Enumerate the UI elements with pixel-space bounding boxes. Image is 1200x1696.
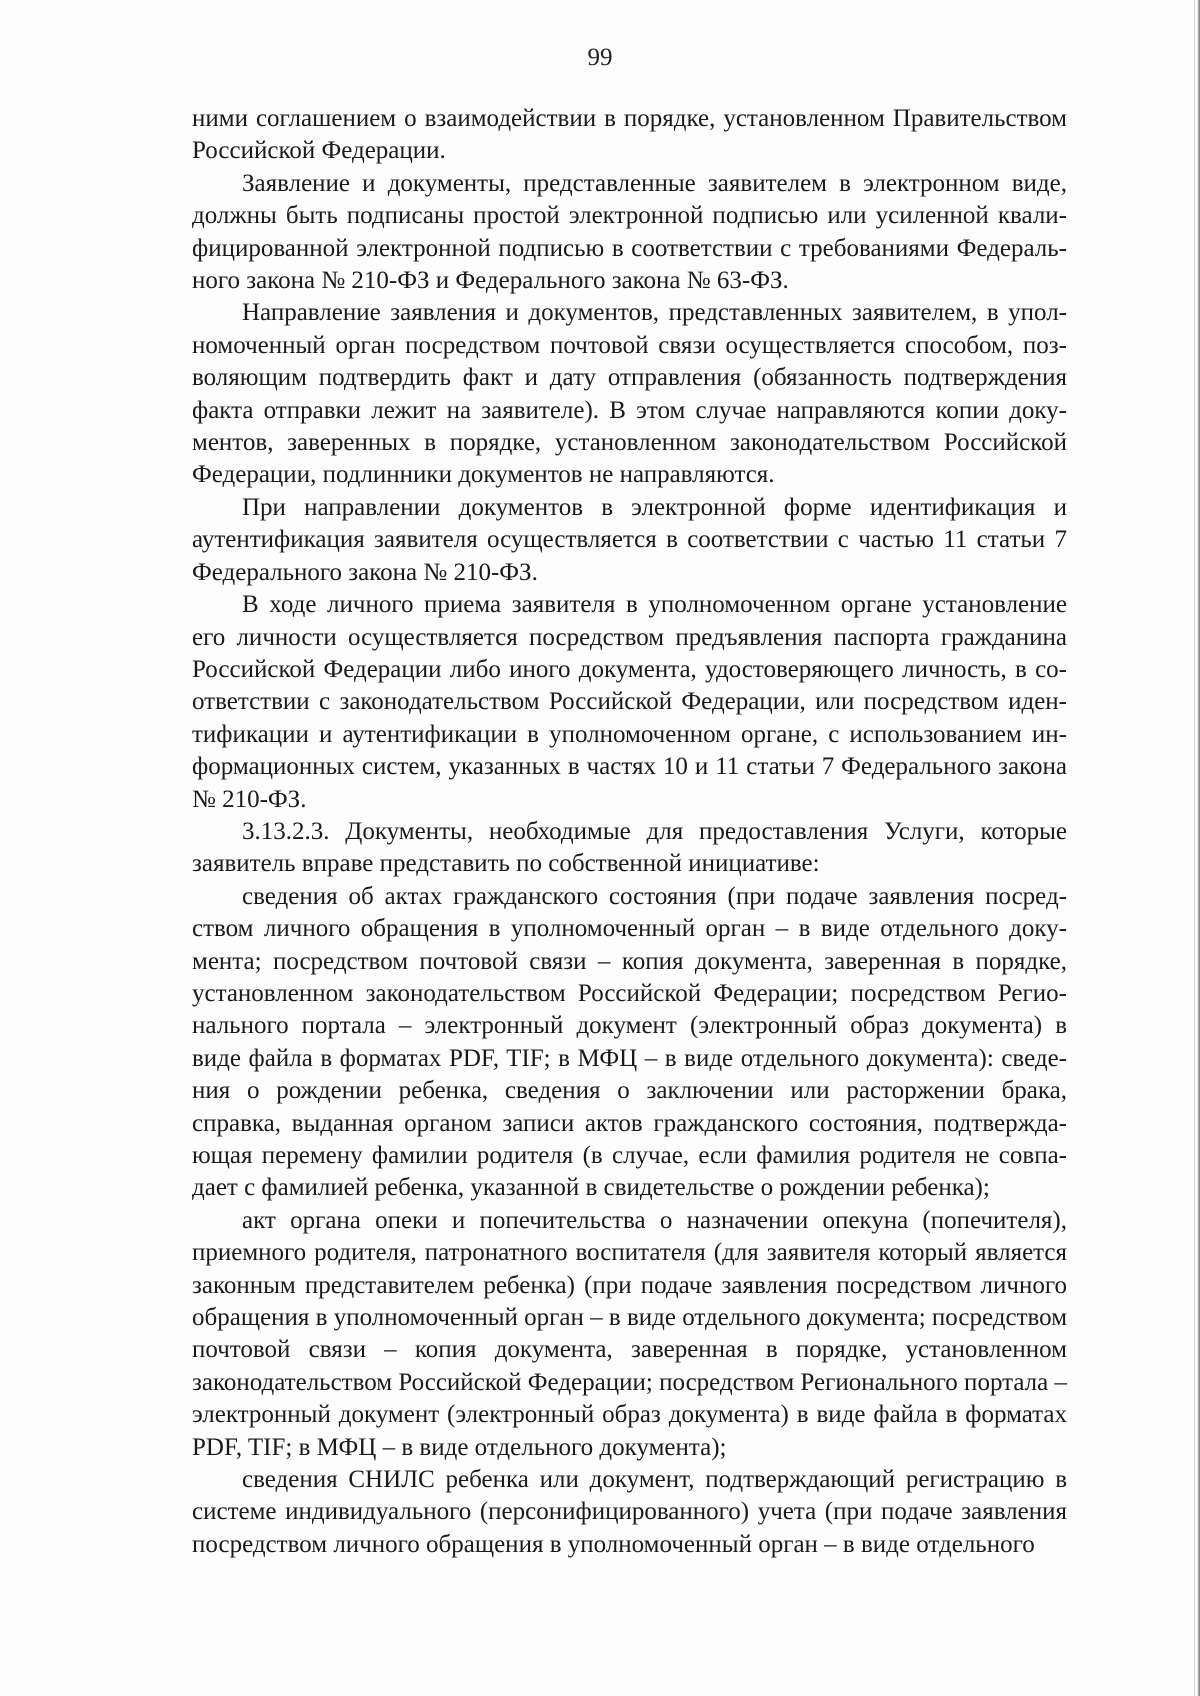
body-text [192,103,1067,1561]
paragraph: акт органа опеки и попечительства о назначении опекуна (попечителя), приемного родителя, патронатного воспитателя (для заявителя который является законным представителем ребенка) (при подаче заявления посредством личного обращения в уполномоченный орган – в виде отдельного документа; посредством почтовой связи – копия документа, заверенная в порядке, установленном законодательством Российской Федерации; посредством Регионального портала – электронный документ (электронный образ документа) в виде файла в форматах PDF, TIF; в МФЦ – в виде отдельного документа); [192,1206,1068,1461]
paragraph: сведения об актах гражданского состояния (при подаче заявления посредством личного обращения в уполномоченный орган – в виде отдельного документа; посредством почтовой связи – копия документа, заверенная в порядке, установленном законодательством Российской Федерации; посредством Регионального портала – электронный документ (электронный образ документа) в виде файла в форматах PDF, TIF; в МФЦ – в виде отдельного документа): сведения о рождении ребенка, сведения о заключении или расторжении брака, справка, выданная органом записи актов гражданского состояния, подтверждающая перемену фамилии родителя (в случае, если фамилия родителя не совпадает с фамилией ребенка, указанной в свидетельстве о рождении ребенка); [192,882,1067,1202]
paragraph: 3.13.2.3. Документы, необходимые для предоставления Услуги, которые заявитель вправе представить по собственной инициативе: [192,817,1067,878]
paragraph: Направление заявления и документов, представленных заявителем, в уполномоченный орган посредством почтовой связи осуществляется способом, позволяющим подтвердить факт и дату отправления (обязанность подтверждения факта отправки лежит на заявителе). В этом случае направляются копии документов, заверенных в порядке, установленном законодательством Российской Федерации, подлинники документов не направляются. [192,299,1067,489]
page-number: 99 [587,44,613,71]
scan-edge-line [1194,0,1195,1696]
paragraph: сведения СНИЛС ребенка или документ, подтверждающий регистрацию в системе индивидуального (персонифицированного) учета (при подаче заявления посредством личного обращения в уполномоченный орган – в виде отдельного [192,1466,1067,1558]
paragraph: ними соглашением о взаимодействии в порядке, установленном Правительством Российской Федерации. [192,105,1067,165]
paragraph: Заявление и документы, представленные заявителем в электронном виде, должны быть подписаны простой электронной подписью или усиленной квалифицированной электронной подписью в соответствии с требованиями Федерального закона № 210-ФЗ и Федерального закона № 63-ФЗ. [192,169,1067,295]
paragraph: В ходе личного приема заявителя в уполномоченном органе установление его личности осуществляется посредством предъявления паспорта гражданина Российской Федерации либо иного документа, удостоверяющего личность, в соответствии с законодательством Российской Федерации, или посредством идентификации и аутентификации в уполномоченном органе, с использованием информационных систем, указанных в частях 10 и 11 статьи 7 Федерального закона № 210-ФЗ. [192,591,1067,813]
paragraph: При направлении документов в электронной форме идентификация и аутентификация заявителя осуществляется в соответствии с частью 11 статьи 7 Федерального закона № 210-ФЗ. [192,493,1067,586]
